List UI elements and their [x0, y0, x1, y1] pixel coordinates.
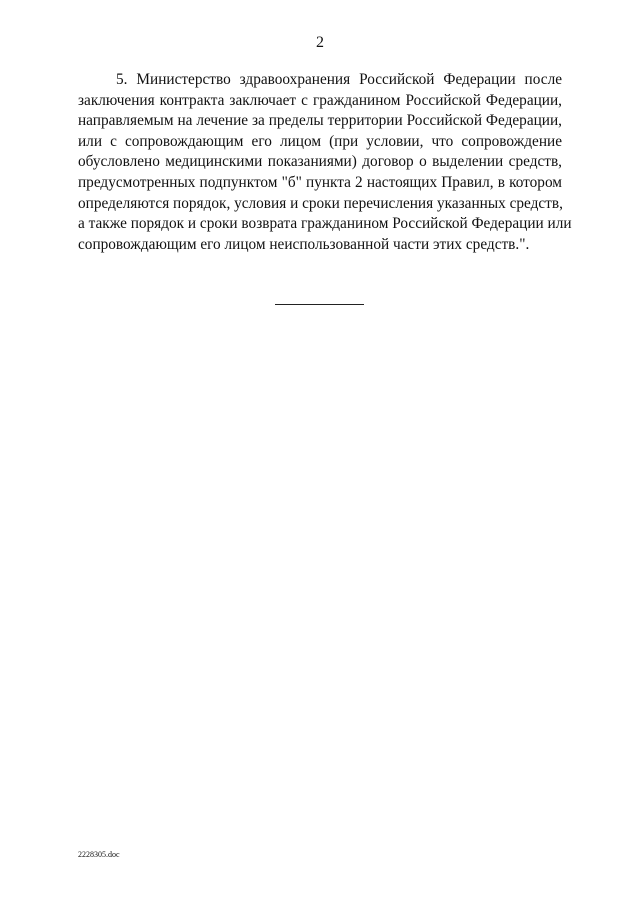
paragraph-line: а также порядок и сроки возврата гражданином Российской Федерации или — [78, 215, 572, 233]
end-divider — [275, 304, 364, 305]
paragraph-line: обусловлено медицинскими показаниями) договор о выделении средств, — [78, 153, 562, 171]
paragraph-line: определяются порядок, условия и сроки перечисления указанных средств, — [78, 194, 563, 212]
paragraph-line: 5. Министерство здравоохранения Российской Федерации после — [116, 71, 562, 88]
paragraph-line: заключения контракта заключает с гражданином Российской Федерации, — [78, 91, 562, 109]
paragraph-line: предусмотренных подпунктом "б" пункта 2 настоящих Правил, в котором — [78, 173, 562, 191]
footer-filename: 2228305.doc — [78, 850, 120, 859]
paragraph-line: направляемым на лечение за пределы территории Российской Федерации, — [78, 112, 562, 130]
page-number: 2 — [316, 34, 324, 51]
paragraph-line: или с сопровождающим его лицом (при условии, что сопровождение — [78, 132, 562, 150]
paragraph-5 — [78, 70, 572, 255]
paragraph-line: сопровождающим его лицом неиспользованной части этих средств.". — [78, 235, 530, 253]
